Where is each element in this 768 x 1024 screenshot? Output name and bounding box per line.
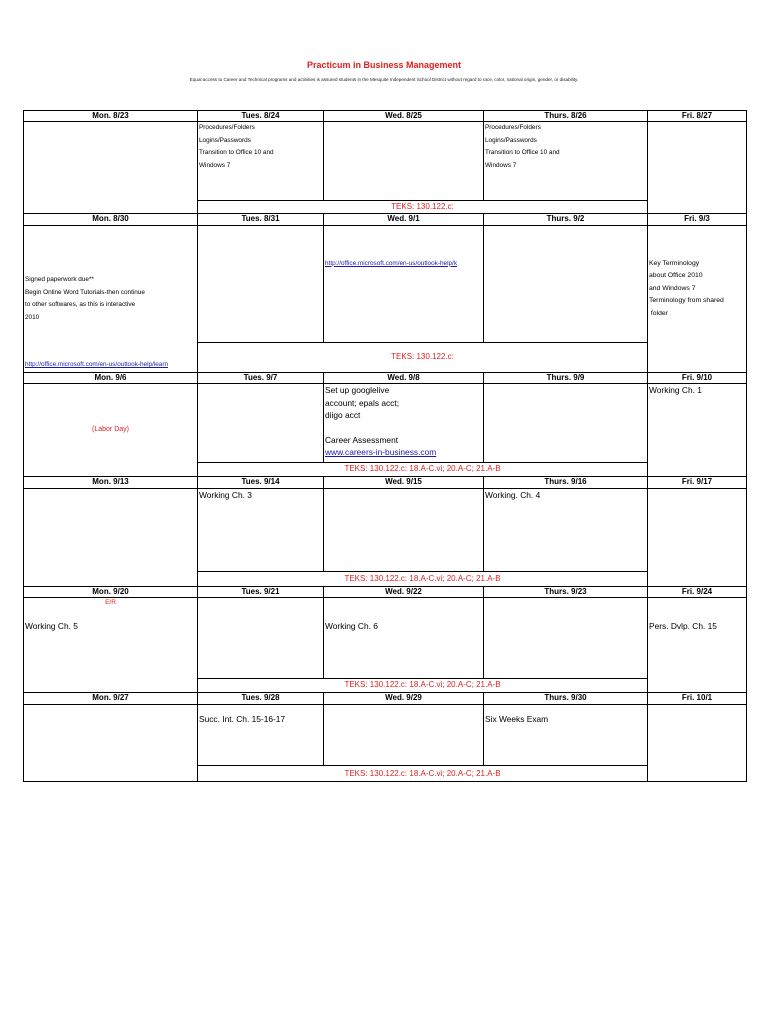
day-cell [24, 488, 198, 586]
day-header: Tues. 8/31 [198, 214, 324, 225]
day-cell [198, 122, 324, 200]
week-6-header [24, 693, 747, 704]
day-header: Thurs. 9/16 [484, 477, 648, 488]
cell-line: 2010 [25, 313, 40, 321]
cell-line: Transition to Office 10 and [199, 149, 274, 157]
day-header: Fri. 9/3 [648, 214, 747, 225]
day-cell [324, 122, 484, 200]
day-cell [484, 704, 648, 766]
day-header: Wed. 9/1 [324, 214, 484, 225]
cell-line: Pers. Dvlp. Ch. 15 [649, 621, 717, 632]
day-header: Tues. 9/21 [198, 586, 324, 597]
day-cell [324, 384, 484, 462]
cell-line [325, 422, 483, 434]
day-cell [648, 122, 747, 214]
day-cell [648, 488, 747, 586]
day-cell [24, 122, 198, 214]
week-5-header [24, 586, 747, 597]
day-cell [324, 488, 484, 571]
day-header: Wed. 9/8 [324, 372, 484, 383]
day-header: Tues. 9/7 [198, 372, 324, 383]
cell-line: Terminology from shared [649, 297, 724, 305]
cell-line: Working Ch. 5 [25, 621, 78, 632]
week-4-header [24, 477, 747, 488]
week-3-header [24, 372, 747, 383]
cell-line: Working. Ch. 4 [485, 489, 541, 500]
day-header: Thurs. 9/23 [484, 586, 648, 597]
day-cell [484, 122, 648, 200]
day-header: Thurs. 9/9 [484, 372, 648, 383]
day-cell [484, 488, 648, 571]
day-header: Thurs. 8/26 [484, 111, 648, 122]
day-cell [648, 225, 747, 372]
day-header: Fri. 9/10 [648, 372, 747, 383]
day-header: Wed. 9/15 [324, 477, 484, 488]
cell-line: Logins/Passwords [199, 136, 251, 144]
day-cell [198, 598, 324, 678]
cell-line: Windows 7 [485, 161, 517, 169]
day-header: Thurs. 9/30 [484, 693, 648, 704]
day-cell [324, 225, 484, 342]
day-header: Mon. 9/27 [24, 693, 198, 704]
teks-label: TEKS: 130.122.c: [198, 200, 648, 214]
cell-line: Six Weeks Exam [485, 713, 549, 724]
day-cell [24, 225, 198, 372]
cell-line: Working Ch. 3 [199, 489, 252, 500]
day-header: Fri. 9/24 [648, 586, 747, 597]
day-cell [24, 598, 198, 693]
day-header: Wed. 9/29 [324, 693, 484, 704]
cell-line: Windows 7 [199, 161, 231, 169]
day-cell [324, 704, 484, 766]
cell-line: and Windows 7 [649, 284, 696, 292]
cell-line: Set up googlelive [325, 385, 390, 396]
day-header: Wed. 8/25 [324, 111, 484, 122]
cell-line: Transition to Office 10 and [485, 149, 560, 157]
week-2-header [24, 214, 747, 225]
cell-line: Procedures/Folders [199, 124, 255, 132]
day-cell [198, 225, 324, 342]
cell-line: to other softwares, as this is interactive [25, 301, 136, 309]
day-header: Wed. 9/22 [324, 586, 484, 597]
teks-label: TEKS: 130.122.c: 18.A-C.vi; 20.A-C; 21.A-B [198, 678, 648, 693]
day-cell [648, 598, 747, 693]
day-header: Mon. 9/13 [24, 477, 198, 488]
day-header: Mon. 8/30 [24, 214, 198, 225]
cell-line: Procedures/Folders [485, 124, 541, 132]
page-title: Practicum in Business Management [306, 60, 462, 70]
day-header: Tues. 8/24 [198, 111, 324, 122]
cell-line: Career Assessment [325, 434, 399, 445]
day-cell [484, 384, 648, 462]
day-cell [24, 704, 198, 781]
teks-label: TEKS: 130.122.c: [198, 342, 648, 372]
day-cell [198, 384, 324, 462]
day-header: Fri. 10/1 [648, 693, 747, 704]
day-cell [648, 384, 747, 477]
day-cell [198, 488, 324, 571]
teks-label: TEKS: 130.122.c: 18.A-C.vi; 20.A-C; 21.A-B [198, 572, 648, 587]
cell-line: diigo acct [325, 410, 361, 421]
day-cell [484, 598, 648, 678]
day-cell [648, 704, 747, 781]
day-header: Thurs. 9/2 [484, 214, 648, 225]
page-subtitle: Equal access to Career and Technical programs and activities is assured students in the Mesquite Independent School District without regard to race, color, national origin, gender, or disability. [189, 77, 579, 82]
labor-day-label: (Labor Day) [24, 384, 198, 477]
cell-line: about Office 2010 [649, 272, 703, 280]
careers-link[interactable]: www.careers-in-business.com [325, 446, 437, 457]
day-header: Mon. 8/23 [24, 111, 198, 122]
cell-line: account; epals acct; [325, 397, 400, 408]
day-cell [324, 598, 484, 678]
day-header: Mon. 9/20 [24, 586, 198, 597]
day-header: Fri. 8/27 [648, 111, 747, 122]
day-header: Tues. 9/14 [198, 477, 324, 488]
cell-line: Signed paperwork due** [25, 276, 94, 284]
schedule-table [23, 110, 747, 782]
day-header: Mon. 9/6 [24, 372, 198, 383]
teks-label: TEKS: 130.122.c: 18.A-C.vi; 20.A-C; 21.A-B [198, 462, 648, 477]
day-cell [484, 225, 648, 342]
outlook-help-link[interactable]: http://office.microsoft.com/en-us/outlook-help/k [325, 259, 458, 267]
day-header: Tues. 9/28 [198, 693, 324, 704]
cell-line: Working Ch. 6 [325, 621, 378, 632]
day-cell [198, 704, 324, 766]
teks-label: TEKS: 130.122.c: 18.A-C.vi; 20.A-C; 21.A-B [198, 766, 648, 782]
cell-line: folder [649, 309, 668, 317]
cell-line: Logins/Passwords [485, 136, 537, 144]
cell-line: Key Terminology [649, 259, 700, 267]
week-1-header [24, 111, 747, 122]
cell-line: Working Ch. 1 [649, 385, 702, 396]
cell-line: Succ. Int. Ch. 15-16-17 [199, 713, 286, 724]
day-header: Fri. 9/17 [648, 477, 747, 488]
er-note: E/R [105, 599, 116, 607]
cell-line: Begin Online Word Tutorials-then continue [25, 288, 145, 296]
tutorial-link[interactable]: http://office.microsoft.com/en-us/outlook-help/learn [25, 361, 169, 369]
